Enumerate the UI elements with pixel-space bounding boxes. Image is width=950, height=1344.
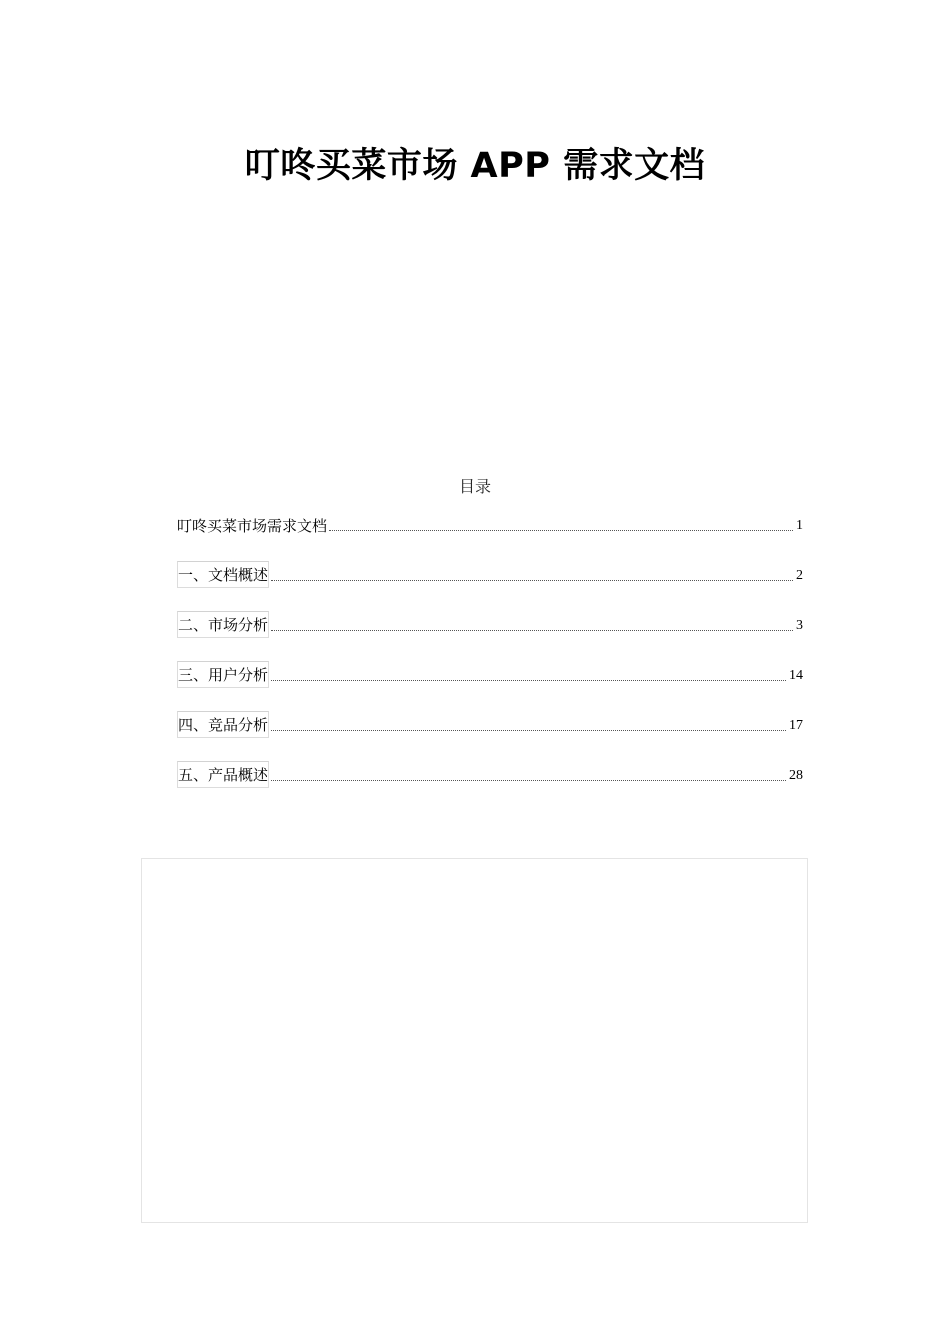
toc-entry-label: 二、市场分析 (177, 611, 269, 638)
toc-entry-label: 三、用户分析 (177, 661, 269, 688)
toc-entry-page: 28 (789, 768, 803, 783)
toc-dot-leader (271, 629, 793, 631)
toc-entry-user-analysis[interactable] (177, 660, 803, 688)
toc-entry-label: 五、产品概述 (177, 761, 269, 788)
toc-dot-leader (271, 779, 786, 781)
toc-entry-label: 一、文档概述 (177, 561, 269, 588)
toc-entry-overview[interactable] (177, 560, 803, 588)
toc-entry-page: 1 (796, 518, 803, 533)
toc-dot-leader (271, 729, 786, 731)
toc-entry-label: 叮咚买菜市场需求文档 (177, 517, 328, 535)
toc-dot-leader (271, 679, 786, 681)
image-placeholder-frame (141, 858, 808, 1223)
toc-entry-page: 17 (789, 718, 803, 733)
toc-entry-product-overview[interactable] (177, 760, 803, 788)
toc-entry-title[interactable] (177, 510, 803, 538)
toc-entry-market-analysis[interactable] (177, 610, 803, 638)
toc-dot-leader (271, 579, 793, 581)
toc-entry-competitor-analysis[interactable] (177, 710, 803, 738)
toc-entry-page: 2 (796, 568, 803, 583)
toc-entry-page: 3 (796, 618, 803, 633)
toc-entry-page: 14 (789, 668, 803, 683)
document-title: 叮咚买菜市场 APP 需求文档 (244, 146, 706, 186)
toc-entry-label: 四、竞品分析 (177, 711, 269, 738)
toc-dot-leader (329, 529, 793, 531)
toc-heading: 目录 (458, 477, 491, 496)
